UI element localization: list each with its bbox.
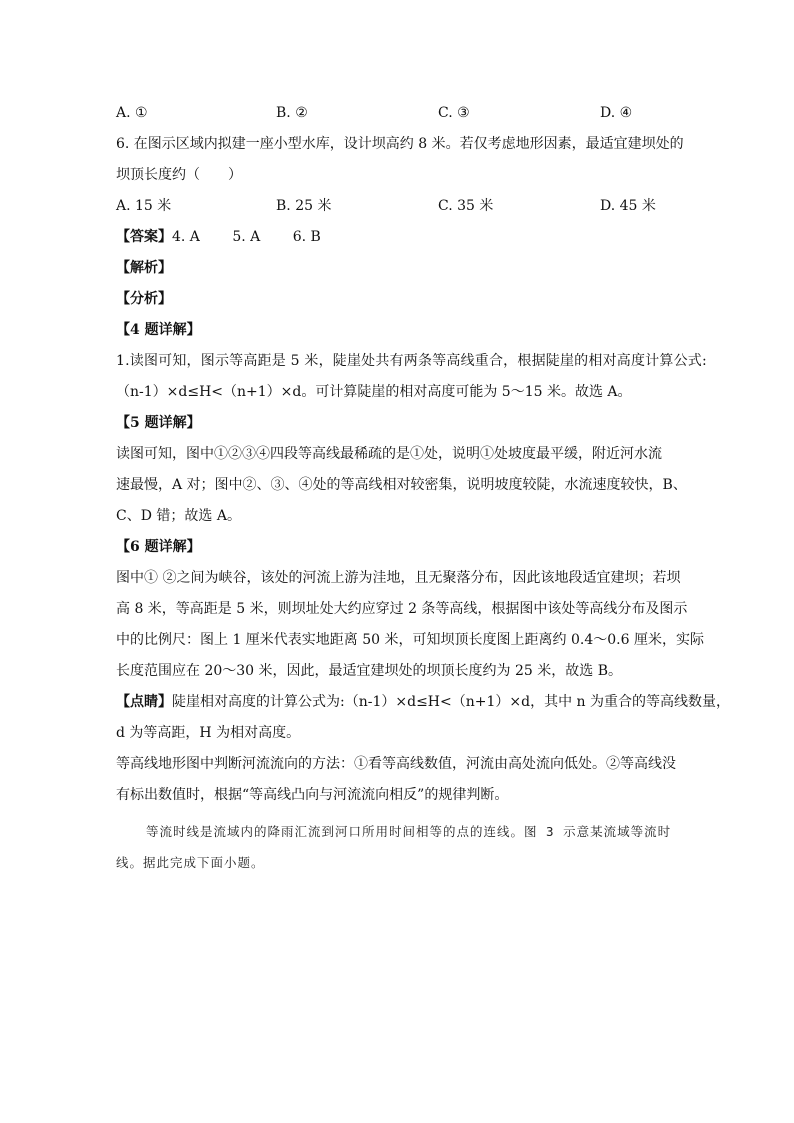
q5-detail-line-1: 读图可知，图中①②③④四段等高线最稀疏的是①处，说明①处坡度最平缓，附近河水流 <box>116 446 662 462</box>
answer-tag: 【答案】 <box>116 229 172 245</box>
q6-option-b: B. 25 米 <box>276 198 332 214</box>
q4-detail-tag: 【4 题详解】 <box>116 322 201 338</box>
q6-detail-line-3: 中的比例尺：图上 1 厘米代表实地距离 50 米，可知坝顶长度图上距离约 0.4～0.6 厘米，实际 <box>116 632 704 648</box>
answer-text: 4. A 5. A 6. B <box>172 229 321 245</box>
q6-detail-line-4: 长度范围应在 20～30 米，因此，最适宜建坝处的坝顶长度约为 25 米，故选 B。 <box>116 663 622 679</box>
q5-option-a: A. ① <box>116 105 148 121</box>
q4-detail-line-1: 1.读图可知，图示等高距是 5 米，陡崖处共有两条等高线重合，根据陡崖的相对高度计算公式: <box>116 353 707 369</box>
q6-option-a: A. 15 米 <box>116 198 172 214</box>
dianjing-text: 陡崖相对高度的计算公式为:（n-1）×d≤H<（n+1）×d，其中 n 为重合的等高线数量， <box>172 694 730 710</box>
q4-detail-line-2: （n-1）×d≤H<（n+1）×d。可计算陡崖的相对高度可能为 5～15 米。故选 A。 <box>116 384 632 400</box>
answer-line <box>116 227 321 247</box>
analysis-tag: 【解析】 <box>116 260 172 276</box>
q6-detail-tag: 【6 题详解】 <box>116 539 201 555</box>
dianjing-line-1 <box>116 692 730 712</box>
dianjing-line-4: 有标出数值时，根据“等高线凸向与河流流向相反”的规律判断。 <box>116 787 509 803</box>
q5-detail-line-2: 速最慢，A 对；图中②、③、④处的等高线相对较密集，说明坡度较陡，水流速度较快，B、 <box>116 477 687 493</box>
q5-option-c: C. ③ <box>438 105 470 121</box>
q6-stem-line-1: 6. 在图示区域内拟建一座小型水库，设计坝高约 8 米。若仅考虑地形因素，最适宜建坝处的 <box>116 136 684 152</box>
q6-detail-line-1: 图中① ②之间为峡谷，该处的河流上游为洼地，且无聚落分布，因此该地段适宜建坝；若坝 <box>116 570 681 586</box>
q5-option-d: D. ④ <box>600 105 633 121</box>
q6-option-d: D. 45 米 <box>600 198 656 214</box>
q5-detail-tag: 【5 题详解】 <box>116 415 201 431</box>
dianjing-line-2: d 为等高距，H 为相对高度。 <box>116 725 301 741</box>
next-intro-line-1: 等流时线是流域内的降雨汇流到河口所用时间相等的点的连线。图 3 示意某流域等流时 <box>146 824 672 839</box>
dianjing-tag: 【点睛】 <box>116 694 172 710</box>
q5-detail-line-3: C、D 错；故选 A。 <box>116 508 241 524</box>
next-intro-line-2: 线。据此完成下面小题。 <box>116 855 265 870</box>
q5-option-b: B. ② <box>276 105 308 121</box>
fenxi-tag: 【分析】 <box>116 291 172 307</box>
q6-stem-line-2: 坝顶长度约（ ） <box>116 167 242 183</box>
q6-option-c: C. 35 米 <box>438 198 494 214</box>
dianjing-line-3: 等高线地形图中判断河流流向的方法：①看等高线数值，河流由高处流向低处。②等高线没 <box>116 756 676 772</box>
q6-detail-line-2: 高 8 米，等高距是 5 米，则坝址处大约应穿过 2 条等高线，根据图中该处等高线分布及图示 <box>116 601 688 617</box>
